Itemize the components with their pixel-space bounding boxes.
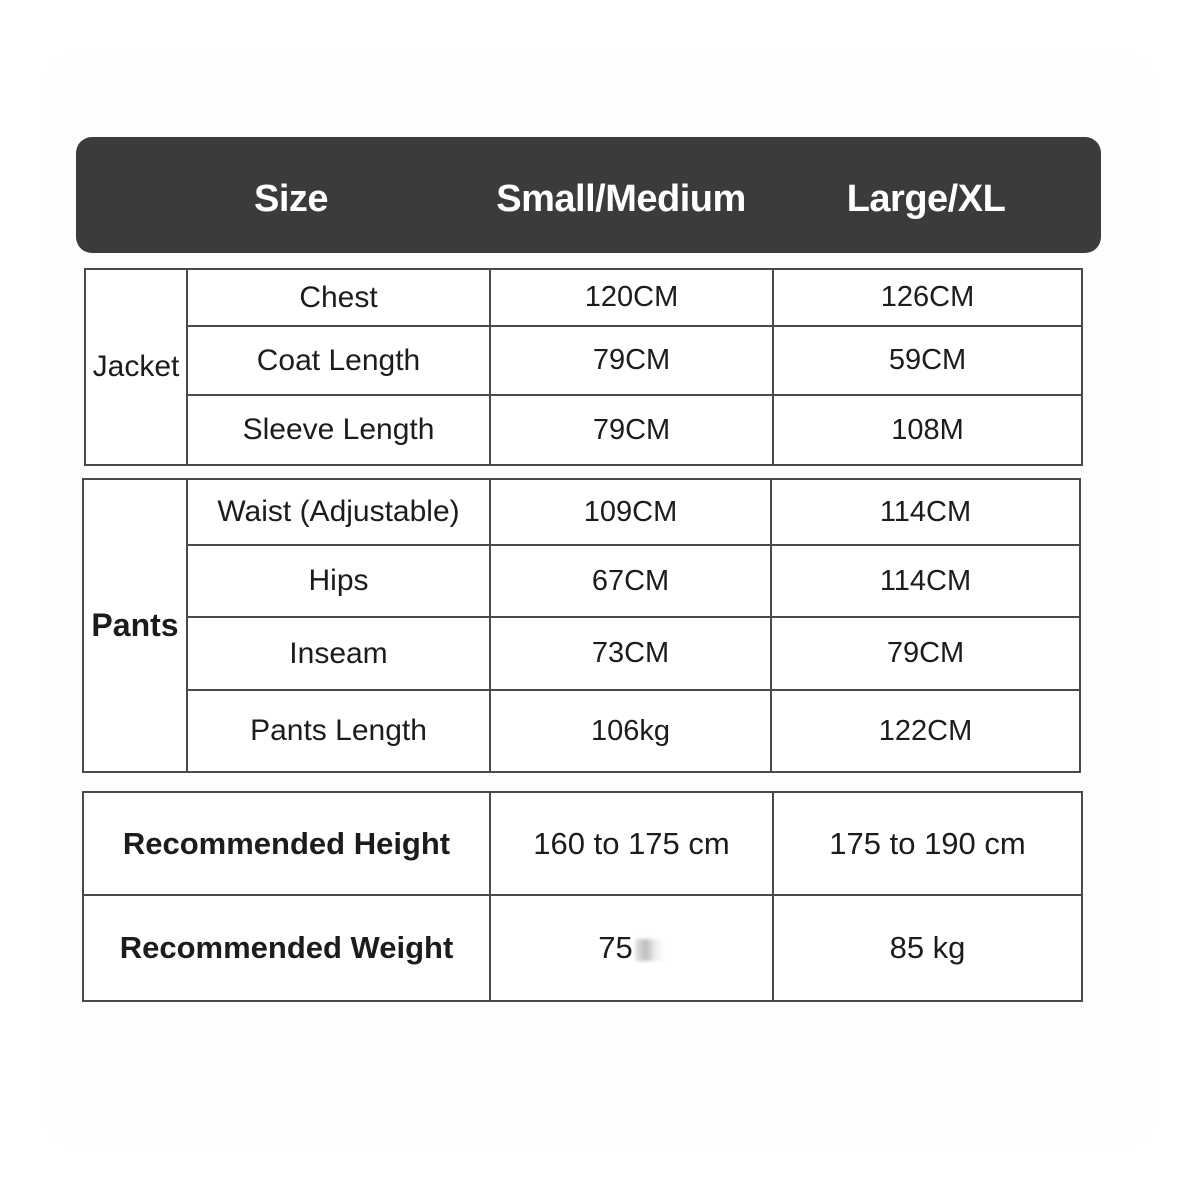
pants-group-label: Pants (83, 479, 187, 772)
table-row (85, 395, 1082, 465)
table-row (83, 479, 1080, 545)
jacket-size-table (84, 268, 1083, 466)
table-row (83, 617, 1080, 690)
jacket-group-label: Jacket (85, 269, 187, 465)
header-small-medium: Small/Medium (496, 178, 746, 220)
blurred-patch (635, 939, 665, 961)
header-large-xl: Large/XL (846, 178, 1006, 220)
large-value: 79CM (771, 617, 1080, 690)
small-value: 67CM (490, 545, 771, 617)
small-value: 120CM (490, 269, 773, 326)
table-row (85, 269, 1082, 326)
measure-label: Sleeve Length (187, 395, 490, 465)
large-value: 108M (773, 395, 1082, 465)
large-value: 114CM (771, 545, 1080, 617)
large-value: 59CM (773, 326, 1082, 395)
large-value: 175 to 190 cm (773, 792, 1082, 895)
small-value: 106kg (490, 690, 771, 772)
measure-label: Hips (187, 545, 490, 617)
table-row (83, 690, 1080, 772)
small-value: 109CM (490, 479, 771, 545)
measure-label: Waist (Adjustable) (187, 479, 490, 545)
large-value: 114CM (771, 479, 1080, 545)
small-value: 75 (598, 930, 633, 965)
pants-size-table (82, 478, 1081, 773)
small-value: 160 to 175 cm (490, 792, 773, 895)
measure-label: Inseam (187, 617, 490, 690)
small-value: 73CM (490, 617, 771, 690)
recommended-height-label: Recommended Height (83, 792, 490, 895)
large-value: 85 kg (773, 895, 1082, 1001)
small-value: 79CM (490, 395, 773, 465)
large-value: 122CM (771, 690, 1080, 772)
measure-label: Coat Length (187, 326, 490, 395)
header-size-label: Size (253, 178, 329, 220)
table-row (83, 792, 1082, 895)
table-row (83, 545, 1080, 617)
small-value-cell (490, 895, 773, 1001)
recommended-table (82, 791, 1083, 1002)
recommended-weight-label: Recommended Weight (83, 895, 490, 1001)
size-header-bar (76, 137, 1101, 253)
table-row (85, 326, 1082, 395)
measure-label: Chest (187, 269, 490, 326)
measure-label: Pants Length (187, 690, 490, 772)
large-value: 126CM (773, 269, 1082, 326)
table-row (83, 895, 1082, 1001)
small-value: 79CM (490, 326, 773, 395)
